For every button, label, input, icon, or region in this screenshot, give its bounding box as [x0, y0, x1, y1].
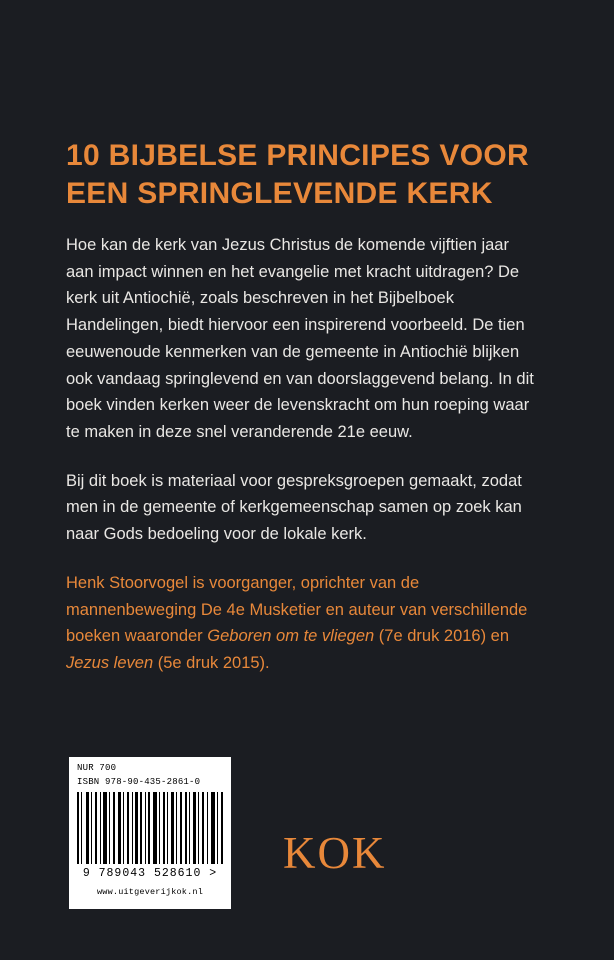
barcode-block — [69, 757, 231, 909]
barcode-isbn: ISBN 978-90-435-2861-0 — [77, 777, 201, 788]
author-note-part-3: (5e druk 2015). — [153, 654, 270, 673]
barcode-end-mark: > — [209, 866, 218, 880]
publisher-url: www.uitgeverijkok.nl — [96, 886, 204, 897]
barcode-nur: NUR 700 — [77, 763, 117, 773]
blurb-paragraph-2: Bij dit boek is materiaal voor gespreksgroepen gemaakt, zodat men in de gemeente of kerkgemeenschap samen op zoek kan naar Gods bedoeling voor de lokale kerk. — [66, 471, 522, 544]
publisher-logo: KOK — [283, 828, 387, 878]
book-title-1: Geboren om te vliegen — [207, 627, 375, 646]
blurb-text — [66, 232, 540, 677]
barcode-digits-value: 9 789043 528610 — [82, 866, 202, 880]
author-note — [66, 570, 540, 677]
barcode-bars — [77, 792, 223, 864]
book-title-2: Jezus leven — [66, 654, 154, 673]
page-title: 10 BIJBELSE PRINCIPES VOOR EEN SPRINGLEVENDE KERK — [66, 139, 529, 211]
blurb-paragraph-1: Hoe kan de kerk van Jezus Christus de komende vijftien jaar aan impact winnen en het evangelie met kracht uitdragen? De kerk uit Antiochië, zoals beschreven in het Bijbelboek Handelingen, biedt hiervoor een inspirerend voorbeeld. De tien eeuwenoude kenmerken van de gemeente in Antiochië blijken ook vandaag springlevend en van doorslaggevend belang. In dit boek vinden kerken weer de levenskracht om hun roeping waar te maken in deze snel veranderende 21e eeuw. — [66, 236, 534, 442]
author-note-part-2: (7e druk 2016) en — [374, 627, 510, 646]
author-note-part-1: Henk Stoorvogel is voorganger, oprichter van de mannenbeweging De 4e Musketier en auteur van verschillende boeken waaronder — [66, 573, 528, 646]
barcode-digits — [69, 864, 231, 880]
